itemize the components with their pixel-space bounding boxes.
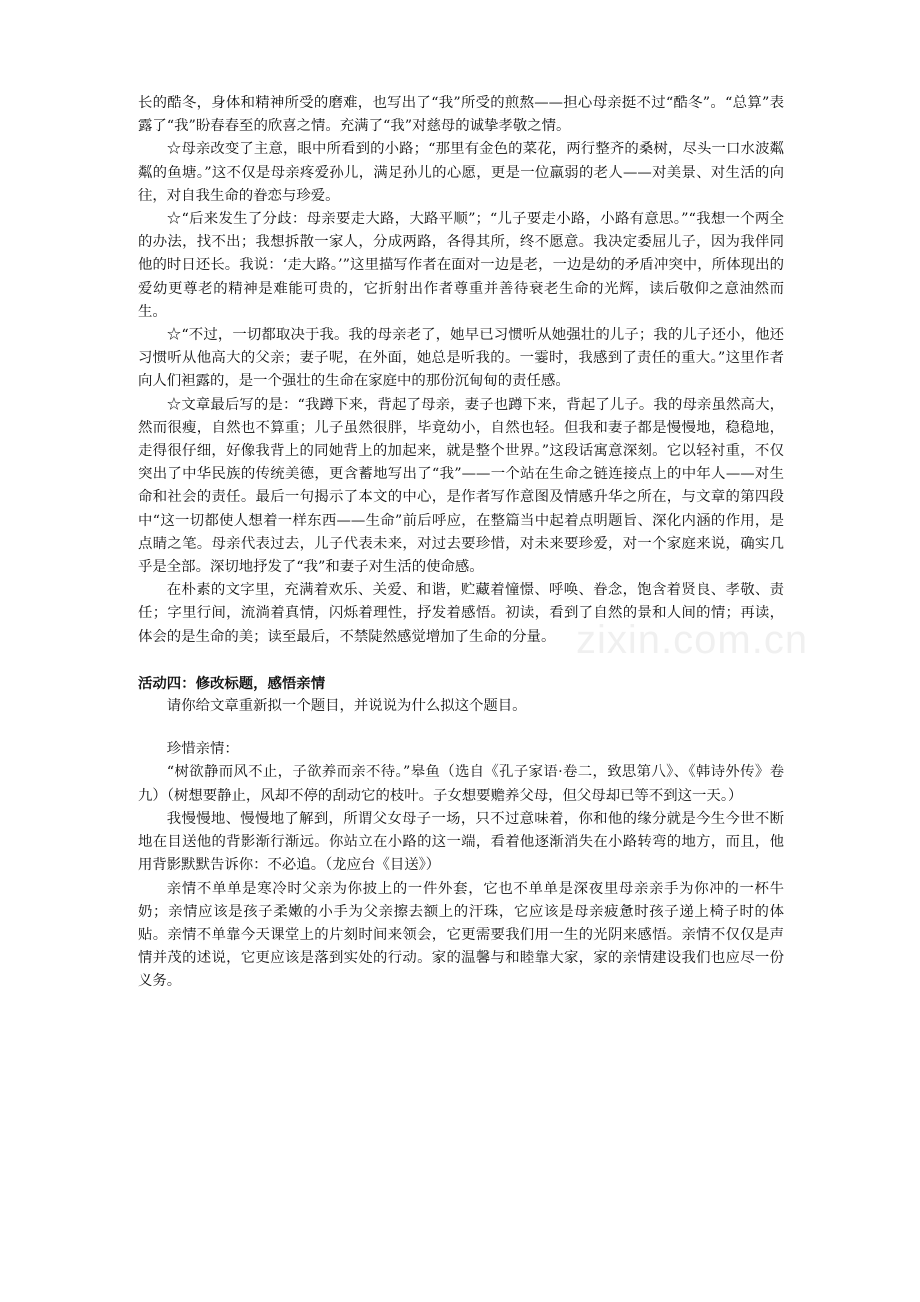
paragraph-3: ☆“后来发生了分歧：母亲要走大路，大路平顺”；“儿子要走小路，小路有意思。”“我想一个两全的办法，找不出；我想拆散一家人，分成两路，各得其所，终不愿意。我决定委屈儿子，因为我伴同他的时日还长。我说：‘走大路。’”这里描写作者在面对一边是老，一边是幼的矛盾冲突中，所体现出的爱幼更尊老的精神是难能可贵的，它折射出作者尊重并善待衰老生命的光辉，读后敬仰之意油然而生。 — [138, 211, 784, 320]
document-page — [138, 92, 784, 994]
paragraph-2: ☆母亲改变了主意，眼中所看到的小路；“那里有金色的菜花，两行整齐的桑树，尽头一口水波粼粼的鱼塘。”这不仅是母亲疼爱孙儿，满足孙儿的心愿，更是一位羸弱的老人——对美景、对生活的向往，对自我生命的眷恋与珍爱。 — [138, 141, 784, 204]
paragraph-question: 请你给文章重新拟一个题目，并说说为什么拟这个题目。 — [166, 698, 527, 715]
paragraph-subtitle: 珍惜亲情： — [166, 741, 239, 758]
paragraph-6: 在朴素的文字里，充满着欢乐、关爱、和谐，贮藏着憧憬、呼唤、眷念，饱含着贤良、孝敬、责任；字里行间，流淌着真情，闪烁着理性，抒发着感悟。初读，看到了自然的景和人间的情；再读，体会的是生命的美；读至最后，不禁陡然感觉增加了生命的分量。 — [138, 582, 784, 645]
spacer — [138, 649, 784, 672]
paragraph-4: ☆“不过，一切都取决于我。我的母亲老了，她早已习惯听从她强壮的儿子；我的儿子还小，他还习惯听从他高大的父亲；妻子呢，在外面，她总是听我的。一霎时，我感到了责任的重大。”这里作者向人们袒露的，是一个强壮的生命在家庭中的那份沉甸甸的责任感。 — [138, 327, 784, 390]
paragraph-5: ☆文章最后写的是：“我蹲下来，背起了母亲，妻子也蹲下来，背起了儿子。我的母亲虽然高大，然而很瘦，自然也不算重；儿子虽然很胖，毕竟幼小，自然也轻。但我和妻子都是慢慢地，稳稳地，走得很仔细，好像我背上的同她背上的加起来，就是整个世界。”这段话寓意深刻。它以轻衬重，不仅突出了中华民族的传统美德，更含蓄地写出了“我”——一个站在生命之链连接点上的中年人——对生命和社会的责任。最后一句揭示了本文的中心，是作者写作意图及情感升华之所在，与文章的第四段中“这一切都使人想着一样东西——生命”前后呼应，在整篇当中起着点明题旨、深化内涵的作用，是点睛之笔。母亲代表过去，儿子代表未来，对过去要珍惜，对未来要珍爱，对一个家庭来说，确实几乎是全部。深切地抒发了“我”和妻子对生活的使命感。 — [138, 396, 784, 576]
spacer — [138, 718, 784, 738]
section-heading: 活动四：修改标题，感悟亲情 — [138, 674, 326, 692]
paragraph-conclusion: 亲情不单单是寒冷时父亲为你披上的一件外套，它也不单单是深夜里母亲亲手为你冲的一杯牛奶；亲情应该是孩子柔嫩的小手为父亲擦去额上的汗珠，它应该是母亲疲惫时孩子递上椅子时的体贴。亲情不单靠今天课堂上的片刻时间来领会，它更需要我们用一生的光阴来感悟。亲情不仅仅是声情并茂的述说，它更应该是落到实处的行动。家的温馨与和睦靠大家，家的亲情建设我们也应尽一份义务。 — [138, 880, 784, 990]
paragraph-mudong: 我慢慢地、慢慢地了解到，所谓父女母子一场，只不过意味着，你和他的缘分就是今生今世不断地在目送他的背影渐行渐远。你站立在小路的这一端，看着他逐渐消失在小路转弯的地方，而且，他用背影默默告诉你：不必追。（龙应台《目送》） — [138, 810, 784, 874]
paragraph-1: 长的酷冬，身体和精神所受的磨难，也写出了“我”所受的煎熬——担心母亲挺不过“酷冬”。“总算”表露了“我”盼春春至的欣喜之情。充满了“我”对慈母的诚挚孝敬之情。 — [138, 95, 784, 135]
paragraph-quote: “树欲静而风不止，子欲养而亲不待。”皋鱼（选自《孔子家语·卷二，致思第八》、《韩诗外传》卷九）（树想要静止，风却不停的刮动它的枝叶。子女想要赡养父母，但父母却已等不到这一天。） — [138, 764, 784, 804]
watermark: zixin.com.cn — [576, 618, 809, 662]
